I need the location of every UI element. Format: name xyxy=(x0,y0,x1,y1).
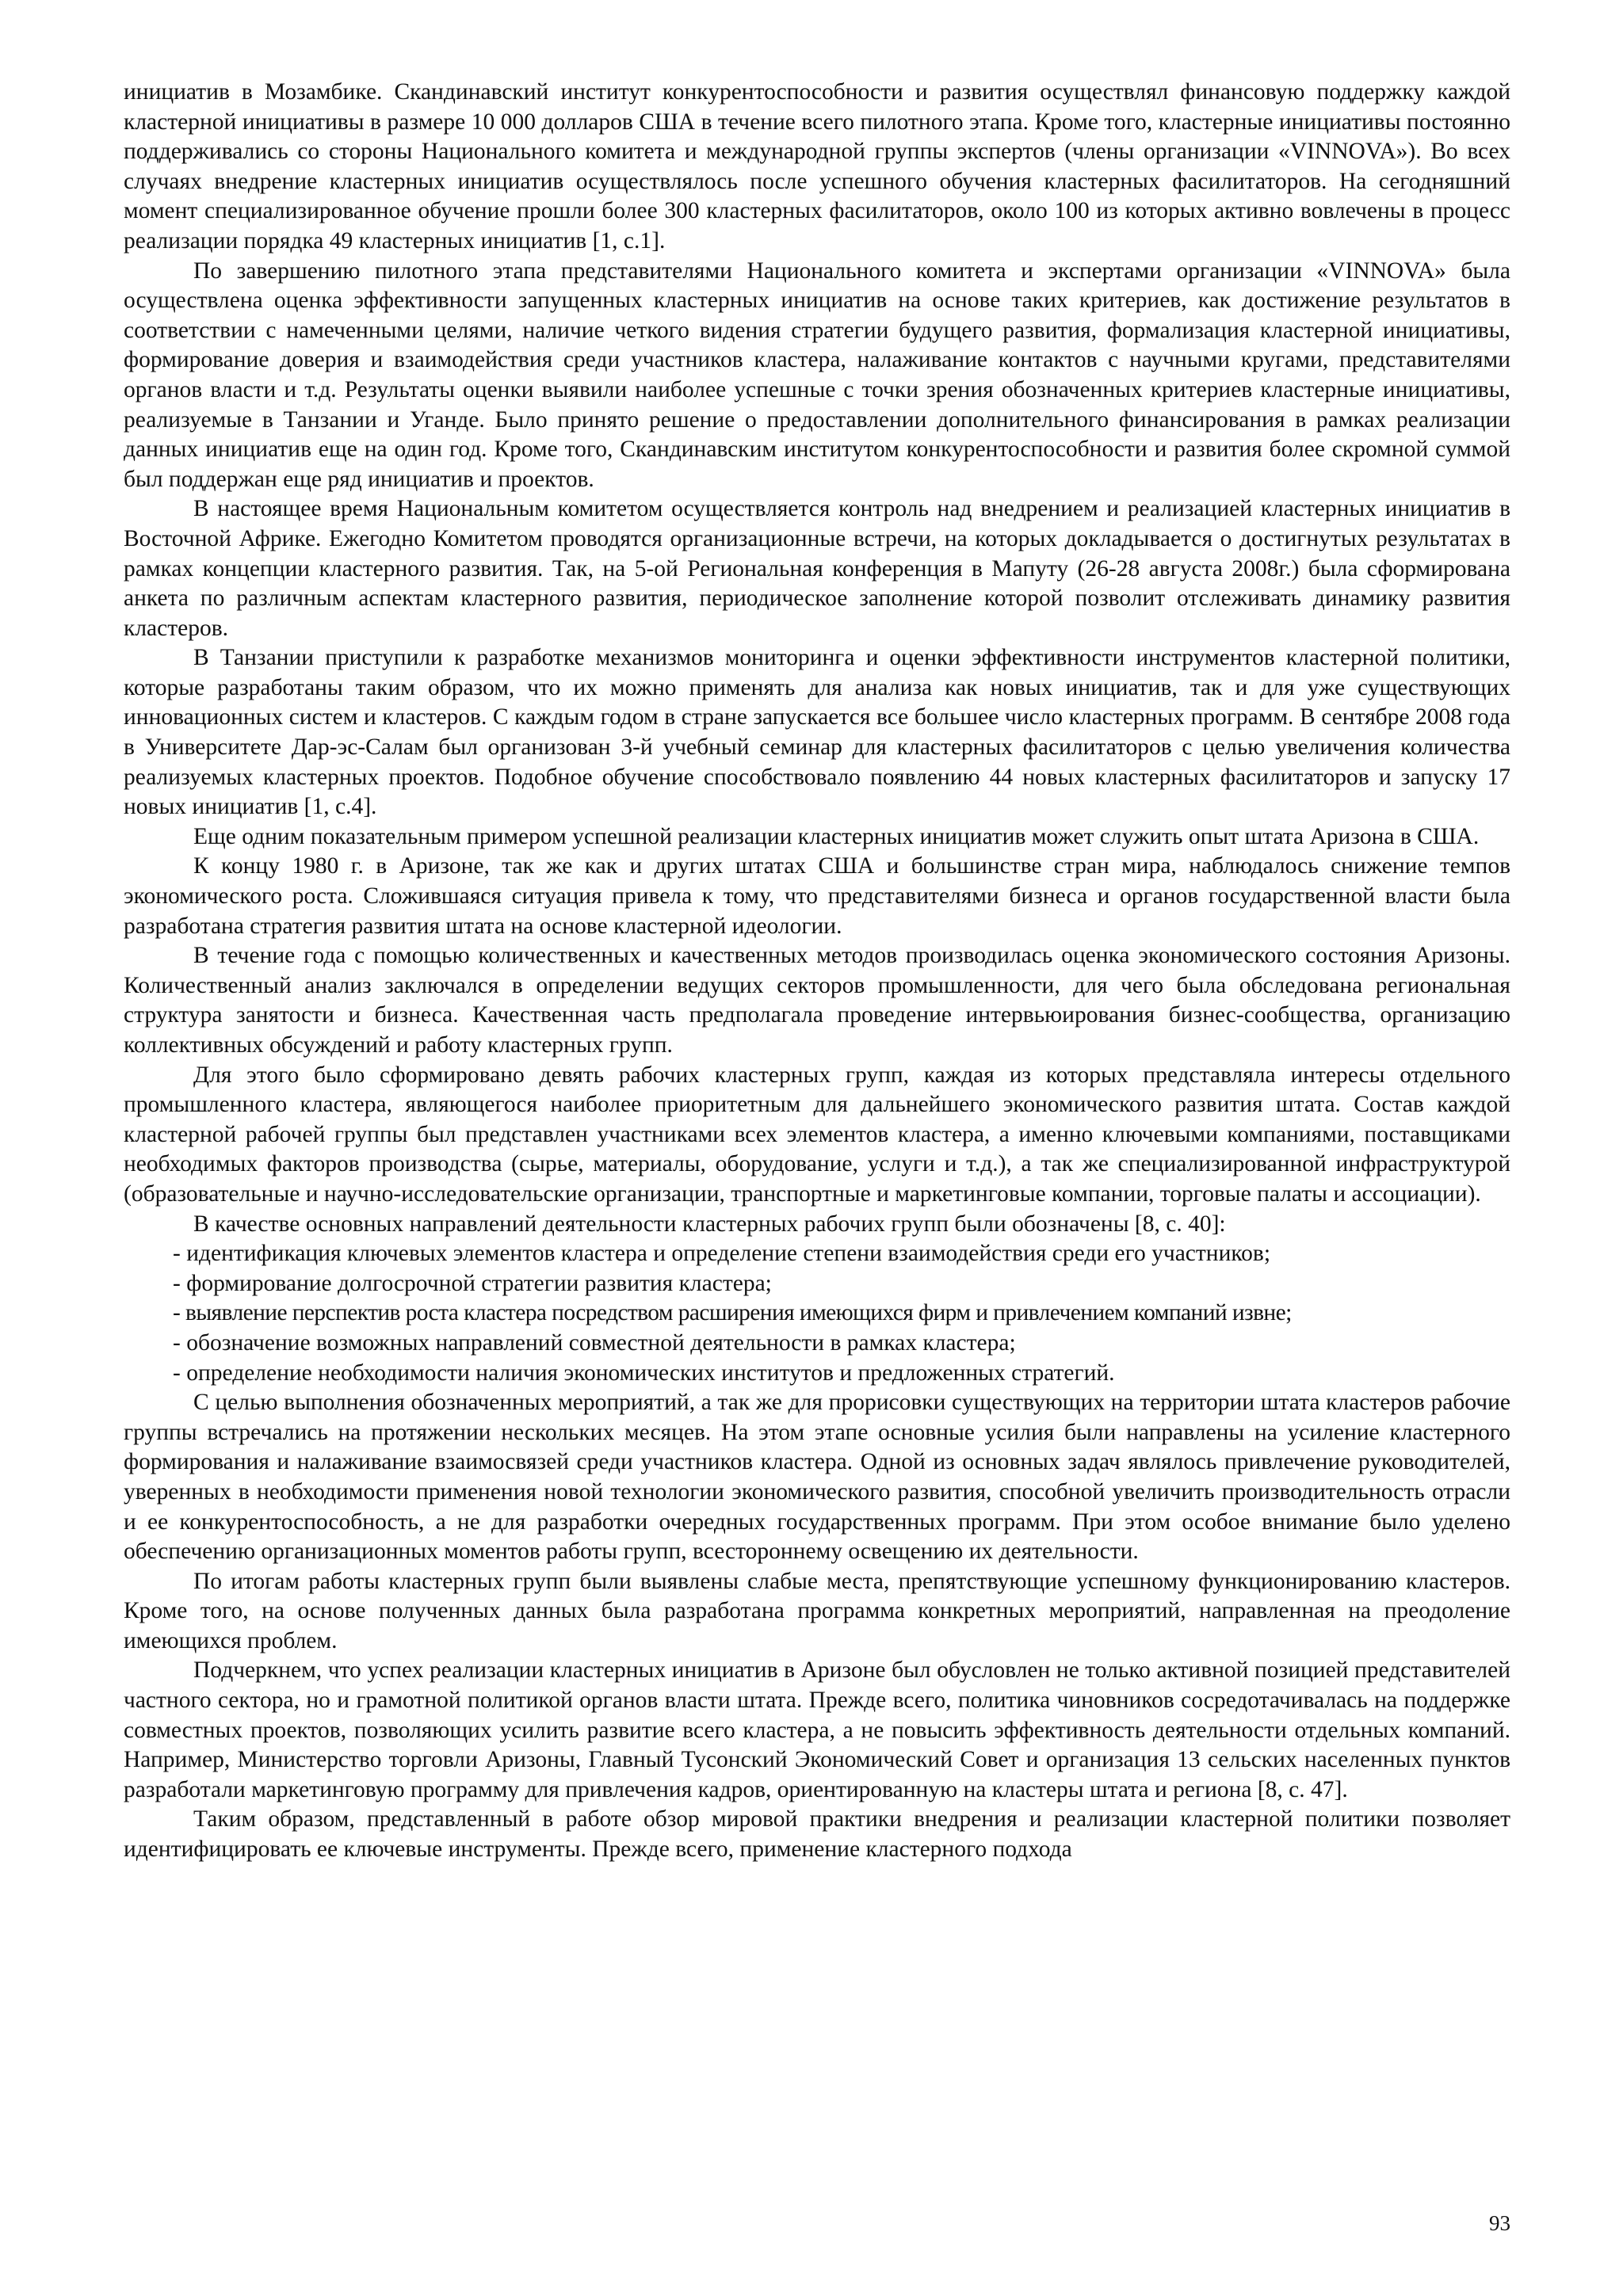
paragraph-8: Для этого было сформировано девять рабочих кластерных групп, каждая из которых представляла интересы отдельного промышленного кластера, являющегося наиболее приоритетным для дальнейшего экономического развития штата. Состав каждой кластерной рабочей группы был представлен участниками всех элементов кластера, а именно ключевыми компаниями, поставщиками необходимых факторов производства (сырье, материалы, оборудование, услуги и т.д.), а так же специализированной инфраструктурой (образовательные и научно-исследовательские организации, транспортные и маркетинговые компании, торговые палаты и ассоциации). xyxy=(124,1062,1510,1207)
paragraph-3: В настоящее время Национальным комитетом осуществляется контроль над внедрением и реализацией кластерных инициатив в Восточной Африке. Ежегодно Комитетом проводятся организационные встречи, на которых докладывается о достигнутых результатах в рамках концепции кластерного развития. Так, на 5-ой Региональная конференция в Мапуту (26-28 августа 2008г.) была сформирована анкета по различным аспектам кластерного развития, периодическое заполнение которой позволит отслеживать динамику развития кластеров. xyxy=(124,496,1510,641)
paragraph-2: По завершению пилотного этапа представителями Национального комитета и экспертами организации «VINNOVA» была осуществлена оценка эффективности запущенных кластерных инициатив на основе таких критериев, как достижение результатов в соответствии с намеченными целями, наличие четкого видения стратегии будущего развития, формализация кластерной инициативы, формирование доверия и взаимодействия среди участников кластера, налаживание контактов с научными кругами, представителями органов власти и т.д. Результаты оценки выявили наиболее успешные с точки зрения обозначенных критериев кластерные инициативы, реализуемые в Танзании и Уганде. Было принято решение о предоставлении дополнительного финансирования в рамках реализации данных инициатив еще на один год. Кроме того, Скандинавским институтом конкурентоспособности и развития более скромной суммой был поддержан еще ряд инициатив и проектов. xyxy=(124,257,1510,492)
paragraph-10: С целью выполнения обозначенных мероприятий, а так же для прорисовки существующих на территории штата кластеров рабочие группы встречались на протяжении нескольких месяцев. На этом этапе основные усилия были направлены на усиление кластерного формирования и налаживание взаимосвязей среди участников кластера. Одной из основных задач являлось привлечение руководителей, уверенных в необходимости применения новой технологии экономического развития, способной увеличить производительность отрасли и ее конкурентоспособность, а не для разработки очередных государственных программ. При этом особое внимание было уделено обеспечению организационных моментов работы групп, всестороннему освещению их деятельности. xyxy=(124,1390,1510,1565)
page-number: 93 xyxy=(1489,2211,1510,2235)
paragraph-12: Подчеркнем, что успех реализации кластерных инициатив в Аризоне был обусловлен не только активной позицией представителей частного сектора, но и грамотной политикой органов власти штата. Прежде всего, политика чиновников сосредотачивалась на поддержке совместных проектов, позволяющих усилить развитие всего кластера, а не повысить эффективность деятельности отдельных компаний. Например, Министерство торговли Аризоны, Главный Тусонский Экономический Совет и организация 13 сельских населенных пунктов разработали маркетинговую программу для привлечения кадров, ориентированную на кластеры штата и региона [8, с. 47]. xyxy=(124,1657,1510,1802)
list-item: - обозначение возможных направлений совместной деятельности в рамках кластера; xyxy=(173,1329,1016,1356)
list-item: - формирование долгосрочной стратегии развития кластера; xyxy=(173,1270,772,1296)
list-item: - выявление перспектив роста кластера посредством расширения имеющихся фирм и привлечением компаний извне; xyxy=(173,1300,1292,1326)
paragraph-5: Еще одним показательным примером успешной реализации кластерных инициатив может служить опыт штата Аризона в США. xyxy=(193,823,1480,849)
bullet-list xyxy=(124,1239,1510,1388)
paragraph-13: Таким образом, представленный в работе обзор мировой практики внедрения и реализации кластерной политики позволяет идентифицировать ее ключевые инструменты. Прежде всего, применение кластерного подхода xyxy=(124,1806,1510,1863)
paragraph-4: В Танзании приступили к разработке механизмов мониторинга и оценки эффективности инструментов кластерной политики, которые разработаны таким образом, что их можно применять для анализа как новых инициатив, так и для уже существующих инновационных систем и кластеров. С каждым годом в стране запускается все большее число кластерных программ. В сентябре 2008 года в Университете Дар-эс-Салам был организован 3-й учебный семинар для кластерных фасилитаторов с целью увеличения количества реализуемых кластерных проектов. Подобное обучение способствовало появлению 44 новых кластерных фасилитаторов и запуску 17 новых инициатив [1, с.4]. xyxy=(124,645,1510,820)
paragraph-6: К концу 1980 г. в Аризоне, так же как и других штатах США и большинстве стран мира, наблюдалось снижение темпов экономического роста. Сложившаяся ситуация привела к тому, что представителями бизнеса и органов государственной власти была разработана стратегия развития штата на основе кластерной идеологии. xyxy=(124,853,1510,939)
paragraph-7: В течение года с помощью количественных и качественных методов производилась оценка экономического состояния Аризоны. Количественный анализ заключался в определении ведущих секторов промышленности, для чего была обследована региональная структура занятости и бизнеса. Качественная часть предполагала проведение интервьюирования бизнес-сообщества, организацию коллективных обсуждений и работу кластерных групп. xyxy=(124,943,1510,1058)
paragraph-1: инициатив в Мозамбике. Скандинавский институт конкурентоспособности и развития осуществлял финансовую поддержку каждой кластерной инициативы в размере 10 000 долларов США в течение всего пилотного этапа. Кроме того, кластерные инициативы постоянно поддерживались со стороны Национального комитета и международной группы экспертов (члены организации «VINNOVA»). Во всех случаях внедрение кластерных инициатив осуществлялось после успешного обучения кластерных фасилитаторов. На сегодняшний момент специализированное обучение прошли более 300 кластерных фасилитаторов, около 100 из которых активно вовлечены в процесс реализации порядка 49 кластерных инициатив [1, с.1]. xyxy=(124,79,1510,254)
paragraph-11: По итогам работы кластерных групп были выявлены слабые места, препятствующие успешному функционированию кластеров. Кроме того, на основе полученных данных была разработана программа конкретных мероприятий, направленная на преодоление имеющихся проблем. xyxy=(124,1568,1510,1653)
paragraph-9: В качестве основных направлений деятельности кластерных рабочих групп были обозначены [8, с. 40]: xyxy=(193,1211,1226,1237)
list-item: - идентификация ключевых элементов кластера и определение степени взаимодействия среди его участников; xyxy=(173,1241,1271,1267)
list-item: - определение необходимости наличия экономических институтов и предложенных стратегий. xyxy=(173,1360,1115,1386)
